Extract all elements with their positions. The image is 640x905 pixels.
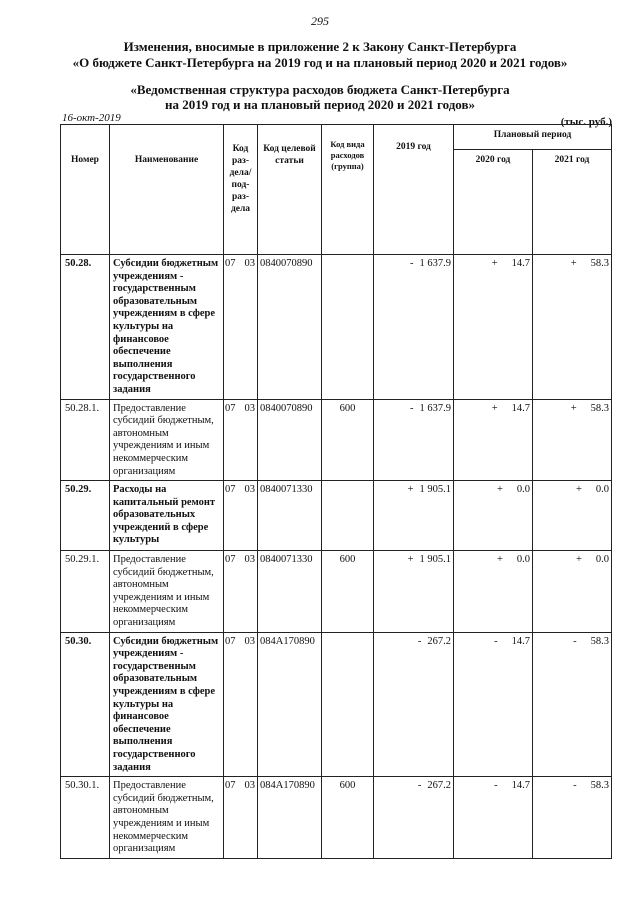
col-planned-header: Плановый период xyxy=(454,125,612,150)
table-row xyxy=(61,255,612,400)
value-2021: 58.3 xyxy=(590,780,609,792)
sign-2020: + xyxy=(496,484,503,496)
table-row xyxy=(61,777,612,859)
sign-2020: + xyxy=(491,258,498,269)
sign-2019: - xyxy=(417,780,422,792)
row-name: Предоставление субсидий бюджетным, автономным учреждениям и иным некоммерческим организациям xyxy=(110,777,224,859)
sign-2020: - xyxy=(494,635,498,647)
row-number: 50.30. xyxy=(61,632,110,777)
section: 07 xyxy=(225,484,236,496)
type-code: 600 xyxy=(322,777,374,859)
value-2019: 1 905.1 xyxy=(419,554,451,566)
target-code: 0840070890 xyxy=(258,399,322,481)
appendix-title-line-1: «Ведомственная структура расходов бюджета Санкт-Петербурга xyxy=(130,82,510,97)
section-code xyxy=(225,780,257,793)
col-target-header: Код целевой статьи xyxy=(258,125,322,255)
subsection: 03 xyxy=(244,554,255,566)
document-heading xyxy=(0,39,640,71)
subsection: 03 xyxy=(244,258,255,269)
page-number: 295 xyxy=(311,14,329,28)
row-number: 50.29.1. xyxy=(61,551,110,633)
col-2019-header: 2019 год xyxy=(374,125,454,255)
row-number: 50.28.1. xyxy=(61,399,110,481)
section: 07 xyxy=(225,554,236,566)
value-2019: 1 637.9 xyxy=(419,258,451,269)
section-code xyxy=(225,403,257,416)
value-2020: 14.7 xyxy=(511,635,530,647)
sign-2020: + xyxy=(496,554,503,566)
document-date: 16-окт-2019 xyxy=(62,112,121,124)
sign-2020: - xyxy=(494,780,498,792)
table-row xyxy=(61,551,612,633)
value-2019: 267.2 xyxy=(427,635,451,647)
target-code: 084А170890 xyxy=(258,632,322,777)
type-code: 600 xyxy=(322,551,374,633)
sign-2021: + xyxy=(575,554,582,566)
value-2021: 58.3 xyxy=(590,402,609,414)
section-code xyxy=(225,258,257,271)
section: 07 xyxy=(225,780,236,792)
table-row xyxy=(61,399,612,481)
section-code xyxy=(225,554,257,567)
appendix-title-line-2: на 2019 год и на плановый период 2020 и 2021 годов» xyxy=(164,97,475,112)
subsection: 03 xyxy=(244,780,255,792)
target-code: 0840070890 xyxy=(258,255,322,400)
col-number-header: Номер xyxy=(61,125,110,255)
sign-2019: - xyxy=(410,258,414,269)
target-code: 0840071330 xyxy=(258,481,322,551)
sign-2021: + xyxy=(570,402,577,414)
target-code: 0840071330 xyxy=(258,551,322,633)
sign-2021: + xyxy=(570,258,577,269)
sign-2019: + xyxy=(407,484,414,496)
appendix-title xyxy=(0,82,640,112)
sign-2021: + xyxy=(575,484,582,496)
row-number: 50.30.1. xyxy=(61,777,110,859)
value-2019: 267.2 xyxy=(427,780,451,792)
sign-2021: - xyxy=(573,635,577,647)
type-code xyxy=(322,481,374,551)
heading-line-2: «О бюджете Санкт-Петербурга на 2019 год и на плановый период 2020 и 2021 годов» xyxy=(72,55,568,70)
sign-2019: - xyxy=(417,635,422,647)
subsection: 03 xyxy=(244,635,255,647)
col-section-header: Код раз- дела/ под- раз- дела xyxy=(224,125,258,255)
section-code xyxy=(225,484,257,497)
section-code xyxy=(225,636,257,649)
value-2019: 1 905.1 xyxy=(419,484,451,496)
row-name: Предоставление субсидий бюджетным, автономным учреждениям и иным некоммерческим организациям xyxy=(110,551,224,633)
value-2020: 0.0 xyxy=(516,484,530,496)
value-2021: 0.0 xyxy=(595,484,609,496)
section: 07 xyxy=(225,258,236,269)
sign-2019: + xyxy=(407,554,414,566)
value-2021: 58.3 xyxy=(590,635,609,647)
value-2020: 14.7 xyxy=(511,258,530,269)
sign-2020: + xyxy=(491,402,498,414)
section: 07 xyxy=(225,635,236,647)
type-code: 600 xyxy=(322,399,374,481)
value-2021: 58.3 xyxy=(590,258,609,269)
col-name-header: Наименование xyxy=(110,125,224,255)
row-name: Субсидии бюджетным учреждениям - государственным образовательным учреждениям в сфере культуры на финансовое обеспечение выполнения государственного задания xyxy=(110,632,224,777)
row-name: Субсидии бюджетным учреждениям - государственным образовательным учреждениям в сфере культуры на финансовое обеспечение выполнения государственного задания xyxy=(110,255,224,400)
value-2020: 14.7 xyxy=(511,780,530,792)
row-name: Предоставление субсидий бюджетным, автономным учреждениям и иным некоммерческим организациям xyxy=(110,399,224,481)
subsection: 03 xyxy=(244,402,255,414)
row-name: Расходы на капитальный ремонт образовательных учреждений в сфере культуры xyxy=(110,481,224,551)
col-2020-header: 2020 год xyxy=(454,150,533,255)
type-code xyxy=(322,632,374,777)
row-number: 50.28. xyxy=(61,255,110,400)
section: 07 xyxy=(225,402,236,414)
table-row xyxy=(61,481,612,551)
col-type-header: Код вида расходов (группа) xyxy=(322,125,374,255)
expenditure-table xyxy=(60,124,612,859)
subsection: 03 xyxy=(244,484,255,496)
value-2020: 14.7 xyxy=(511,402,530,414)
units-label: (тыс. руб.) xyxy=(560,116,612,128)
row-number: 50.29. xyxy=(61,481,110,551)
sign-2019: - xyxy=(410,402,414,414)
col-2021-header: 2021 год xyxy=(533,150,612,255)
value-2019: 1 637.9 xyxy=(419,402,451,414)
sign-2021: - xyxy=(573,780,577,792)
heading-line-1: Изменения, вносимые в приложение 2 к Закону Санкт-Петербурга xyxy=(123,39,517,54)
value-2020: 0.0 xyxy=(516,554,530,566)
target-code: 084А170890 xyxy=(258,777,322,859)
value-2021: 0.0 xyxy=(595,554,609,566)
table-row xyxy=(61,632,612,777)
type-code xyxy=(322,255,374,400)
